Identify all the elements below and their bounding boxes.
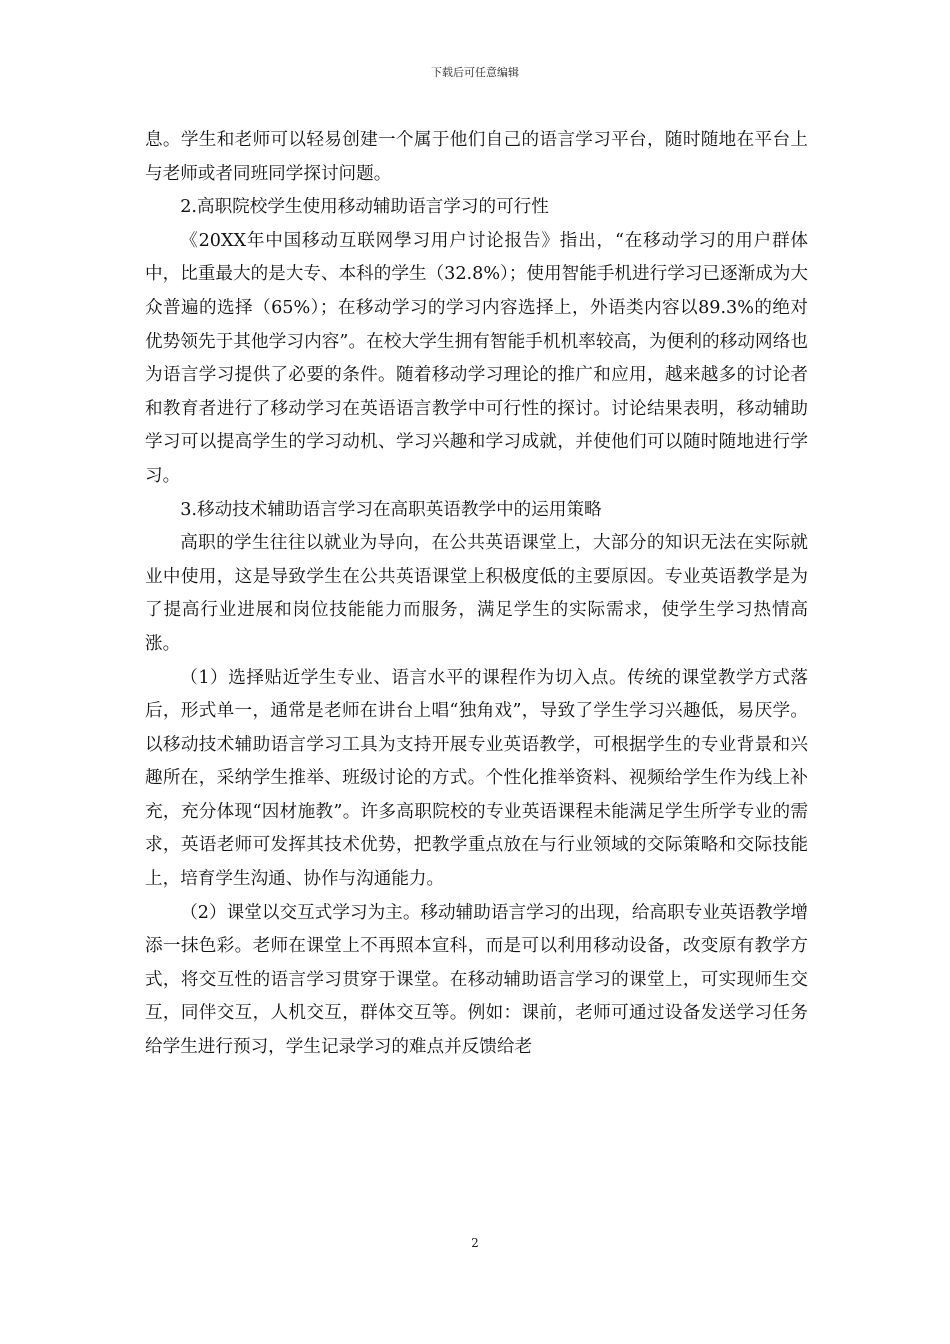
paragraph-4: （1）选择贴近学生专业、语言水平的课程作为切入点。传统的课堂教学方式落后，形式单一，通常是老师在讲台上唱“独角戏”，导致了学生学习兴趣低，易厌学。以移动技术辅助语言学习工具为支持开展专业英语教学，可根据学生的专业背景和兴趣所在，采纳学生推举、班级讨论的方式。个性化推举资料、视频给学生作为线上补充，充分体现“因材施教”。许多高职院校的专业英语课程未能满足学生所学专业的需求，英语老师可发挥其技术优势，把教学重点放在与行业领域的交际策略和交际技能上，培育学生沟通、协作与沟通能力。 xyxy=(145,667,808,890)
page-header: 下载后可任意编辑 xyxy=(431,66,519,79)
paragraph-2: 《20XX年中国移动互联网學习用户讨论报告》指出，“在移动学习的用户群体中，比重最大的是大专、本科的学生（32.8%）；使用智能手机进行学习已逐渐成为大众普遍的选择（65%）；在移动学习的学习内容选择上，外语类内容以89.3%的绝对优势领先于其他学习内容”。在校大学生拥有智能手机机率较高，为便利的移动网络也为语言学习提供了必要的条件。随着移动学习理论的推广和应用，越来越多的讨论者和教育者进行了移动学习在英语语言教学中可行性的探讨。讨论结果表明，移动辅助学习可以提高学生的学习动机、学习兴趣和学习成就，并使他们可以随时随地进行学习。 xyxy=(145,230,808,486)
paragraph-1: 息。学生和老师可以轻易创建一个属于他们自己的语言学习平台，随时随地在平台上与老师或者同班同学探讨问题。 xyxy=(145,130,808,184)
paragraph-5: （2）课堂以交互式学习为主。移动辅助语言学习的出现，给高职专业英语教学增添一抹色彩。老师在课堂上不再照本宣科，而是可以利用移动设备，改变原有教学方式，将交互性的语言学习贯穿于课堂。在移动辅助语言学习的课堂上，可实现师生交互，同伴交互，人机交互，群体交互等。例如：课前，老师可通过设备发送学习任务给学生进行预习，学生记录学习的难点并反馈给老 xyxy=(145,902,808,1058)
document-body xyxy=(145,124,808,1065)
section-heading-3: 3.移动技术辅助语言学习在高职英语教学中的运用策略 xyxy=(180,499,602,520)
section-heading-2: 2.高职院校学生使用移动辅助语言学习的可行性 xyxy=(180,197,549,218)
page-number: 2 xyxy=(471,1236,479,1250)
paragraph-3: 高职的学生往往以就业为导向，在公共英语课堂上，大部分的知识无法在实际就业中使用，这是导致学生在公共英语课堂上积极度低的主要原因。专业英语教学是为了提高行业进展和岗位技能能力而服务，满足学生的实际需求，使学生学习热情高涨。 xyxy=(145,533,808,654)
